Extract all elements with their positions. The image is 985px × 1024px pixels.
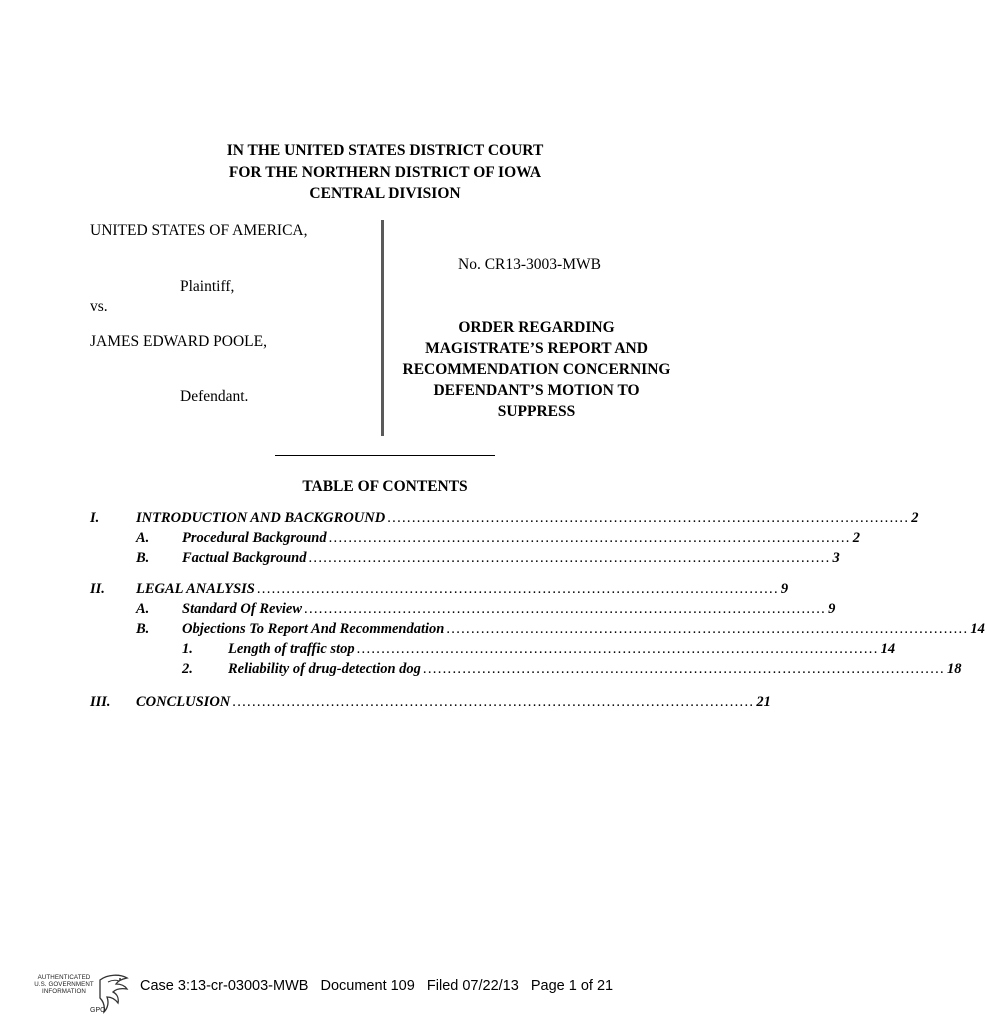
plaintiff-role: Plaintiff,: [180, 278, 235, 295]
toc-entry-title: Reliability of drug-detection dog: [228, 661, 421, 677]
toc-entry-page: 2: [911, 510, 919, 526]
toc-entry-title: CONCLUSION: [136, 694, 231, 710]
toc-leader-dots: ..........................................................................................................: [446, 621, 969, 637]
toc-entry-page: 3: [832, 550, 840, 566]
order-title-line: MAGISTRATE’S REPORT AND: [425, 340, 648, 357]
toc-entry-number: I.: [90, 510, 100, 526]
toc-leader-dots: ..........................................................................................................: [232, 694, 755, 710]
toc-entry-number: 1.: [182, 641, 193, 657]
toc-entry-body: [136, 510, 919, 527]
toc-entry-body: [182, 550, 840, 567]
division-line: CENTRAL DIVISION: [309, 185, 461, 202]
case-number: No. CR13-3003-MWB: [458, 256, 601, 273]
toc-entry-page: 9: [828, 601, 836, 617]
toc-entry-body: [136, 694, 771, 711]
toc-entry-body: [182, 530, 860, 547]
toc-entry-title: Objections To Report And Recommendation: [182, 621, 445, 637]
toc-entry-number: III.: [90, 694, 111, 710]
toc-leader-dots: ..........................................................................................................: [256, 581, 779, 597]
defendant-party: JAMES EDWARD POOLE,: [90, 333, 267, 350]
toc-entry-page: 21: [756, 694, 771, 710]
toc-entry-page: 9: [780, 581, 789, 597]
section-divider-rule: [275, 455, 495, 456]
toc-entry-body: [136, 581, 789, 598]
toc-entry-title: Length of traffic stop: [228, 641, 355, 657]
toc-entry-length-of-traffic-stop[interactable]: [0, 641, 896, 661]
defendant-role: Defendant.: [180, 388, 249, 405]
seal-text-line: AUTHENTICATED: [37, 974, 91, 981]
toc-entry-factual-background[interactable]: [0, 550, 840, 570]
toc-entry-page: 14: [970, 621, 985, 637]
toc-entry-title: LEGAL ANALYSIS: [136, 581, 255, 597]
toc-entry-number: II.: [90, 581, 105, 597]
toc-entry-number: A.: [136, 601, 150, 617]
toc-entry-number: 2.: [182, 661, 193, 677]
seal-text-line: U.S. GOVERNMENT: [34, 981, 94, 988]
order-title: [384, 317, 689, 422]
toc-entry-introduction[interactable]: [0, 510, 919, 530]
order-title-line: SUPPRESS: [497, 403, 576, 420]
seal-text-line: INFORMATION: [42, 988, 86, 995]
toc-entry-procedural-background[interactable]: [0, 530, 860, 550]
gpo-authentication-seal: [32, 972, 130, 1016]
toc-leader-dots: ..........................................................................................................: [422, 661, 945, 677]
toc-leader-dots: ..........................................................................................................: [304, 601, 827, 617]
toc-entry-legal-analysis[interactable]: [0, 581, 789, 601]
plaintiff-party: UNITED STATES OF AMERICA,: [90, 222, 308, 239]
order-title-line: ORDER REGARDING: [458, 319, 615, 336]
toc-entry-title: Procedural Background: [182, 530, 327, 546]
toc-entry-body: [182, 601, 836, 618]
toc-entry-title: Standard Of Review: [182, 601, 303, 617]
toc-entry-title: INTRODUCTION AND BACKGROUND: [136, 510, 386, 526]
court-name-line: IN THE UNITED STATES DISTRICT COURT: [226, 142, 544, 159]
toc-entry-number: B.: [136, 621, 150, 637]
toc-entry-body: [228, 641, 896, 658]
toc-entry-page: 14: [880, 641, 896, 657]
seal-gpo-label: GPO: [90, 1007, 106, 1014]
toc-entry-objections[interactable]: [0, 621, 985, 641]
order-title-line: RECOMMENDATION CONCERNING: [402, 361, 671, 378]
toc-heading: TABLE OF CONTENTS: [302, 478, 468, 495]
toc-leader-dots: ..........................................................................................................: [328, 530, 851, 546]
toc-leader-dots: ..........................................................................................................: [387, 510, 910, 526]
toc-entry-number: B.: [136, 550, 150, 566]
toc-entry-title: Factual Background: [182, 550, 307, 566]
toc-entry-page: 18: [946, 661, 962, 677]
court-header: [0, 140, 770, 205]
order-title-line: DEFENDANT’S MOTION TO: [433, 382, 640, 399]
toc-entry-number: A.: [136, 530, 150, 546]
versus-label: vs.: [90, 298, 108, 315]
toc-entry-reliability-of-dog[interactable]: [0, 661, 962, 681]
toc-leader-dots: ..........................................................................................................: [356, 641, 879, 657]
toc-entry-body: [182, 621, 985, 638]
toc-entry-standard-of-review[interactable]: [0, 601, 836, 621]
toc-entry-body: [228, 661, 962, 678]
toc-leader-dots: ..........................................................................................................: [308, 550, 831, 566]
case-footer: Case 3:13-cr-03003-MWB Document 109 Filed 07/22/13 Page 1 of 21: [140, 978, 614, 994]
toc-entry-conclusion[interactable]: [0, 694, 770, 714]
toc-entry-page: 2: [852, 530, 860, 546]
seal-text: [32, 974, 96, 995]
district-line: FOR THE NORTHERN DISTRICT OF IOWA: [228, 163, 542, 181]
